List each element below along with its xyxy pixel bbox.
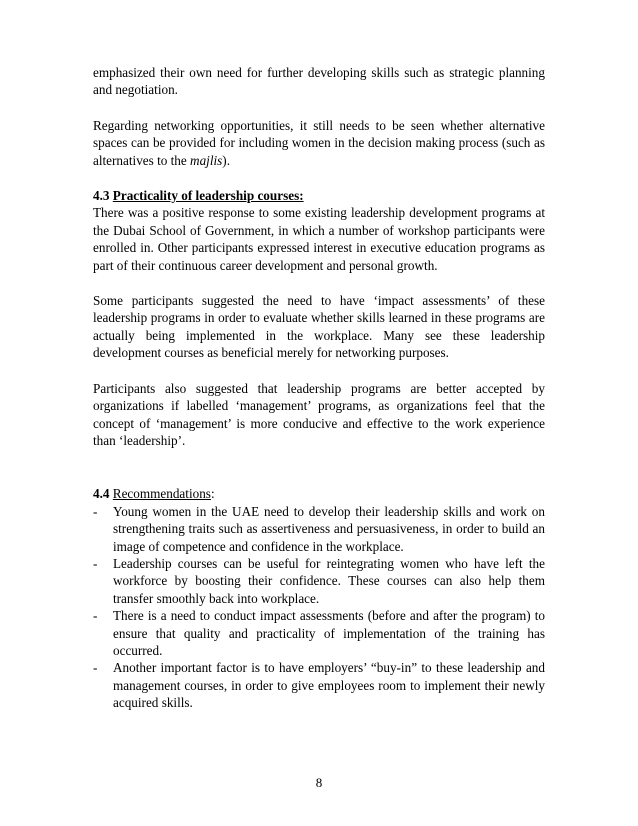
section-4-3-paragraph-1: There was a positive response to some existing leadership development programs at the Dubai School of Government, in which a number of workshop participants were enrolled in. Other participants expressed interest in executive education programs as part of their continuous career development and personal growth. <box>93 205 545 273</box>
list-item-text: There is a need to conduct impact assessments (before and after the program) to ensure that quality and practicality of implementation of the training has occurred. <box>113 608 545 658</box>
bullet-dash: - <box>93 608 98 624</box>
intro-paragraph-2-text: Regarding networking opportunities, it still needs to be seen whether alternative spaces can be provided for including women in the decision making process (such as alternatives to the <box>93 117 545 168</box>
bullet-dash: - <box>93 660 98 676</box>
section-spacer <box>93 467 545 485</box>
intro-paragraph-2 <box>93 117 545 169</box>
section-4-4-heading <box>93 485 545 502</box>
bullet-dash: - <box>93 555 98 571</box>
section-4-3-title: Practicality of leadership courses: <box>112 188 304 204</box>
list-item-text: Another important factor is to have employers’ “buy-in” to these leadership and management courses, in order to give employees room to implement their newly acquired skills. <box>113 660 545 711</box>
section-4-3-paragraph-2: Some participants suggested the need to have ‘impact assessments’ of these leadership programs in order to evaluate whether skills learned in these programs are actually being implemented in the workplace. Many see these leadership development courses as beneficial merely for networking purposes. <box>93 293 545 361</box>
list-item-text: Young women in the UAE need to develop their leadership skills and work on strengthening traits such as assertiveness and persuasiveness, in order to build an image of competence and confidence in the workplace. <box>113 503 545 554</box>
list-item <box>93 659 545 711</box>
list-item <box>93 503 545 555</box>
section-4-3-paragraph-3: Participants also suggested that leadership programs are better accepted by organizations if labelled ‘management’ programs, as organizations feel that the concept of ‘management’ is more conducive and effective to the work experience than ‘leadership’. <box>93 380 545 448</box>
section-4-4-number: 4.4 <box>93 486 110 502</box>
recommendations-list <box>93 503 545 712</box>
page-number: 8 <box>315 775 323 790</box>
list-item-text: Leadership courses can be useful for reintegrating women who have left the workforce by boosting their confidence. These courses can also help them transfer smoothly back into workplace. <box>113 555 545 606</box>
section-4-3-heading <box>93 187 545 204</box>
intro-paragraph-2-end: ). <box>222 152 230 168</box>
section-4-4-title: Recommendations <box>112 486 211 502</box>
section-4-3-number: 4.3 <box>93 188 110 204</box>
majlis-term: majlis <box>190 152 223 168</box>
list-item <box>93 555 545 607</box>
list-item <box>93 607 545 659</box>
section-4-4-colon: : <box>210 486 215 502</box>
intro-paragraph-1: emphasized their own need for further developing skills such as strategic planning and negotiation. <box>93 65 545 98</box>
document-page <box>93 64 545 712</box>
bullet-dash: - <box>93 503 98 519</box>
